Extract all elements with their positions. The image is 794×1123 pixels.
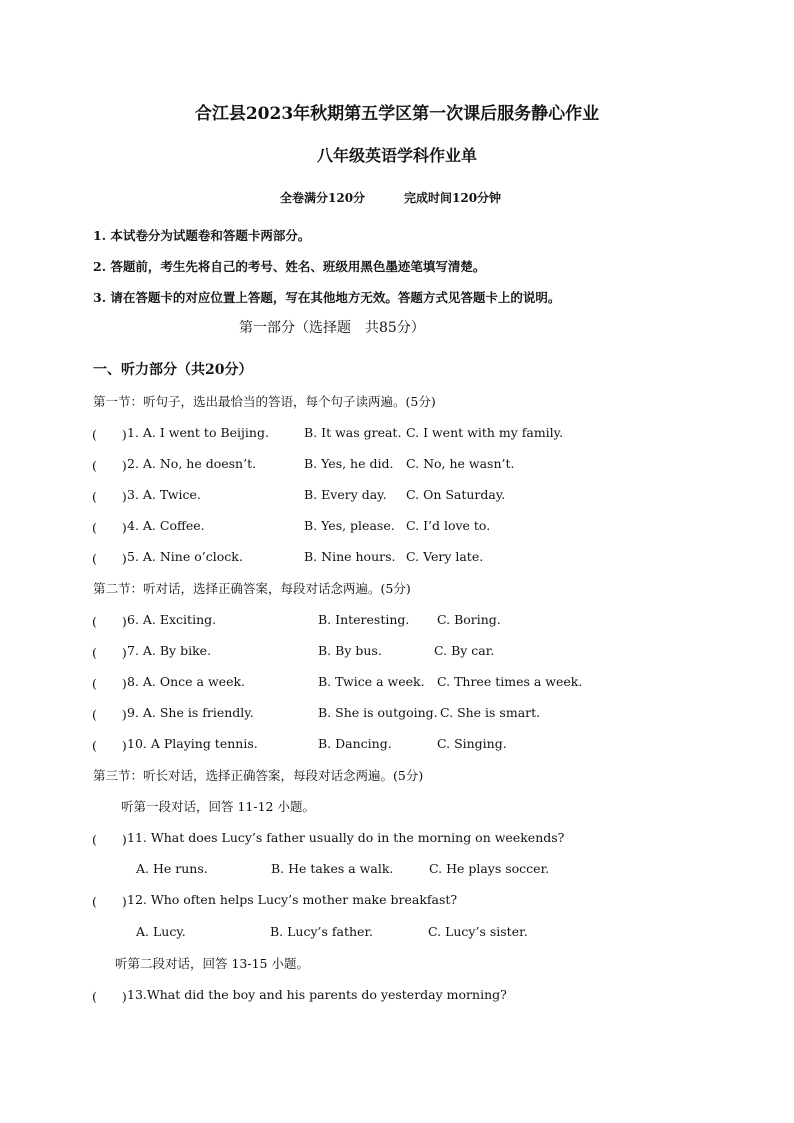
option-c: C. Three times a week. — [437, 674, 583, 689]
option-b: B. It was great. — [304, 425, 402, 440]
question-text: 11. What does Lucy’s father usually do in the morning on weekends? — [127, 830, 565, 845]
instruction-3: 3. 请在答题卡的对应位置上答题，写在其他地方无效。答题方式见答题卡上的说明。 — [93, 290, 561, 305]
option-a: 4. A. Coffee. — [127, 518, 205, 533]
question-text: 12. Who often helps Lucy’s mother make breakfast? — [127, 892, 458, 907]
option-a: A. He runs. — [136, 861, 208, 876]
sec2-intro: 第二节：听对话，选择正确答案，每段对话念两遍。(5分) — [93, 581, 411, 596]
listening-heading: 一、听力部分（共20分） — [93, 362, 253, 378]
answer-blank[interactable]: ( ) — [92, 458, 127, 473]
option-c: C. On Saturday. — [406, 487, 506, 502]
option-b: B. By bus. — [318, 643, 382, 658]
option-a: 2. A. No, he doesn’t. — [127, 456, 257, 471]
option-a: 1. A. I went to Beijing. — [127, 425, 269, 440]
option-b: B. Every day. — [304, 487, 387, 502]
answer-blank[interactable]: ( ) — [92, 989, 127, 1004]
option-c: C. By car. — [434, 643, 495, 658]
option-c: C. He plays soccer. — [429, 861, 550, 876]
document-title: 合江县2023年秋期第五学区第一次课后服务静心作业 — [194, 104, 600, 124]
option-b: B. She is outgoing. — [318, 705, 438, 720]
option-c: C. I went with my family. — [406, 425, 564, 440]
option-a: A. Lucy. — [136, 924, 186, 939]
instruction-2: 2. 答题前，考生先将自己的考号、姓名、班级用黑色墨迹笔填写清楚。 — [93, 259, 486, 274]
sec3-intro: 第三节：听长对话，选择正确答案，每段对话念两遍。(5分) — [93, 768, 424, 783]
answer-blank[interactable]: ( ) — [92, 707, 127, 722]
answer-blank[interactable]: ( ) — [92, 832, 127, 847]
option-a: 7. A. By bike. — [127, 643, 212, 658]
answer-blank[interactable]: ( ) — [92, 645, 127, 660]
answer-blank[interactable]: ( ) — [92, 427, 127, 442]
option-b: B. Yes, he did. — [304, 456, 394, 471]
part1-title: 第一部分（选择题 共85分） — [239, 320, 425, 336]
option-c: C. I’d love to. — [406, 518, 491, 533]
completion-time: 完成时间120分钟 — [404, 191, 502, 205]
dialog1-note: 听第一段对话，回答 11-12 小题。 — [121, 799, 315, 814]
option-a: 5. A. Nine o’clock. — [127, 549, 243, 564]
option-c: C. No, he wasn’t. — [406, 456, 515, 471]
option-b: B. Twice a week. — [318, 674, 425, 689]
option-a: 3. A. Twice. — [127, 487, 201, 502]
option-c: C. Singing. — [437, 736, 507, 751]
option-c: C. Boring. — [437, 612, 501, 627]
option-a: 6. A. Exciting. — [127, 612, 217, 627]
option-b: B. Yes, please. — [304, 518, 395, 533]
answer-blank[interactable]: ( ) — [92, 738, 127, 753]
option-a: 9. A. She is friendly. — [127, 705, 254, 720]
full-score: 全卷满分120分 — [280, 191, 366, 205]
option-b: B. Nine hours. — [304, 549, 396, 564]
answer-blank[interactable]: ( ) — [92, 676, 127, 691]
option-c: C. Lucy’s sister. — [428, 924, 528, 939]
answer-blank[interactable]: ( ) — [92, 551, 127, 566]
option-c: C. She is smart. — [440, 705, 541, 720]
answer-blank[interactable]: ( ) — [92, 520, 127, 535]
option-b: B. He takes a walk. — [271, 861, 394, 876]
option-b: B. Lucy’s father. — [270, 924, 374, 939]
instruction-1: 1. 本试卷分为试题卷和答题卡两部分。 — [93, 228, 311, 243]
answer-blank[interactable]: ( ) — [92, 614, 127, 629]
dialog2-note: 听第二段对话，回答 13-15 小题。 — [115, 956, 309, 971]
document-subtitle: 八年级英语学科作业单 — [316, 146, 477, 165]
option-b: B. Interesting. — [318, 612, 410, 627]
option-c: C. Very late. — [406, 549, 484, 564]
answer-blank[interactable]: ( ) — [92, 894, 127, 909]
sec1-intro: 第一节：听句子，选出最恰当的答语，每个句子读两遍。(5分) — [93, 394, 436, 409]
question-text: 13.What did the boy and his parents do yesterday morning? — [127, 987, 507, 1002]
option-a: 10. A Playing tennis. — [127, 736, 258, 751]
option-a: 8. A. Once a week. — [127, 674, 246, 689]
answer-blank[interactable]: ( ) — [92, 489, 127, 504]
option-b: B. Dancing. — [318, 736, 392, 751]
